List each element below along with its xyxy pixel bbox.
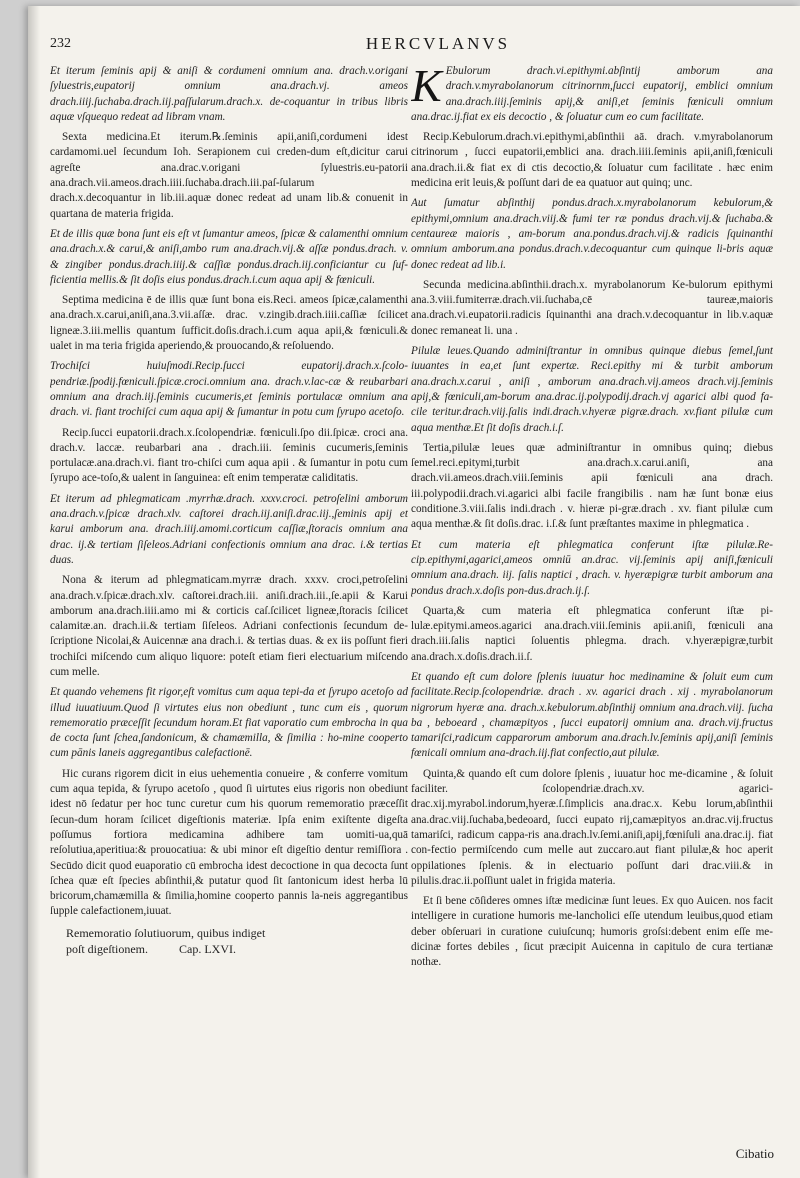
book-page (28, 6, 800, 1178)
paragraph-text: Ebulorum drach.vi.epithymi.abſintij amborum ana drach.v.myrabolanorum citrinornm,ſucci eupatorij, emblici omnium ana.drach.iiij.ſeminis apij,& aniſi,et ſeminis fœniculi omnium ana.drac.ij.fiat ex eis decoctio , & ſoluatur cum eo cum facilitate. (411, 65, 773, 123)
paragraph: Tertia,pilulæ leues quæ adminiſtrantur in omnibus quinq; diebus ſemel.reci.epitymi,turbit ana.drach.x.carui.aniſi, ana drach.vii.ameos.drach.viii.ſeminis apii fœniculi ana drach. iii.polypodii.drach.vi.agarici albi facile frangibilis . nam hæ ſunt bonæ eius conditione.3.viii.ſalis indi.drach . v. hieræ pi-græ.drach . xv. fiant pilulæ cum aqua menthæ.& ſit doſis.drac. i.ſ.& ſunt præſtantes maxime in phlegmatica . (411, 441, 773, 531)
paragraph (411, 64, 773, 125)
catchword: Cibatio (735, 1146, 774, 1161)
page-number: 232 (50, 36, 71, 51)
paragraph: Et ſi bene cōſideres omnes iſtæ medicinæ ſunt leues. Ex quo Auicen. nos facit intelligere in curatione humoris me-lancholici eſſe utendum leuibus,quod etiam deber obſeruari in curatione cuiuſcunq; humoris groſsi:debent enim eſſe me-dicinæ fortes debiles , ſicut præcipit Auicenna in capitulo de cura tertianæ nothæ. (411, 895, 773, 969)
paragraph: Et iterum ſeminis apij & aniſi & cordumeni omnium ana. drach.v.origani ſyluestris,eupatorij omnium ana.drach.vj. ameos drach.iiij.ſuchaba.drach.iij.paſſularum.drach.x. de-coquantur in tribus libris aquæ vſquequo redeat ad libram vnam. (50, 65, 408, 123)
paragraph: Aut ſumatur abſinthij pondus.drach.x.myrabolanorum kebulorum,& epithymi,omnium ana.drach.viij.& fumi ter ræ pondus drach.vij.& ſuchaba.& centaureæ maioris , am-borum ana.pondus.drach.vij.& radicis ſquinanthi omnium amborum.ana pondus.drach.v.decoquantur cum quinque li-bris aquæ donec redeat ad lib.i. (411, 197, 773, 271)
paragraph: Recip.ſucci eupatorii.drach.x.ſcolopendriæ. fœniculi.ſpo dii.ſpicæ. croci ana. drach.v. laccæ. reubarbari ana . drach.iii. ſeminis cucumeris,ſeminis portulacæ.ana.drach.vi. fiant tro-chiſci cum aqua apii . & ſumantur in potu cum ſyrupo ace-toſo,& ualent in ſanguinea: eſt enim temperatæ caliditatis. (50, 426, 408, 485)
paragraph: Quinta,& quando eſt cum dolore ſplenis , iuuatur hoc me-dicamine , & ſoluit faciliter. ſcolopendriæ.drach.xv. agarici-drac.xij.myrabol.indorum,hyeræ.ſ.ſimplicis ana.drac.x. Kebu lorum,abſinthii ana.drac.viij.ſuchaba,bedeoard, ſucci eupato rij,camæpityos an.drac.vij.fructus tamariſci, radicum cappa-ris ana.drach.lv.ſemi.aniſi,apij,fœniſuli ana.drac.ij. fiat con-fectio permiſcendo cum melle aut zuccaro.aut fiant pilulæ,& hoc aperit oppilationes ſplenis. & in electuario poſſunt dari drac.viii.& in pilulis.drac.ii.poſſiunt ualet in frigida materia. (411, 767, 773, 887)
paragraph: Trochiſci huiuſmodi.Recip.ſucci eupatorij.drach.x.ſcolo-pendriæ.ſpodij.fœniculi.ſpicæ.croci.omnium ana. drach.v.lac-cæ & reubarbari omnium ana drach.iij.ſeminis cucumeris,et ſeminis portulacæ omnium ana drach. vi. fiant trochiſci cum aqua apij & ſumantur in potu cum ſyrupo acetoſo. (50, 360, 408, 419)
page-header (50, 36, 786, 62)
paragraph: Et iterum ad phlegmaticam .myrrhæ.drach. xxxv.croci. petroſelini amborum ana.drach.v.ſpicæ drach.xlv. caſtorei drach.iij.aniſi.drac.iij.,ſeminis apij et karui amborum ana. drach.iiij.amomi.corticum caſſiæ,ſtoracis omnium ana drac. ij.& tertiam ſiſeleos.Adriani confectionis omnium ana drac. i.& tertias duas. (50, 492, 408, 566)
paragraph: Sexta medicina.Et iterum.℞.ſeminis apii,aniſi,cordumeni idest cardamomi.uel ſecundum Ioh. Serapionem cui creden-dum eſt,dicitur carui agreſte ana.drac.v.origani ſyluestris.eu-patorii ana.drach.vii.ameos.drach.iiii.ſuchaba.drach.iii.paſ-ſularum drach.x.decoquantur in lib.iii.aquæ donec redeat ad unam lib.& conuenit in quartana de materia frigida. (50, 131, 408, 220)
paragraph: Et quando eſt cum dolore ſplenis iuuatur hoc medinamine & ſoluit eum cum facilitate.Recip.ſcolopendriæ. drach . xv. agarici drach . xij . myrabolanorum nigrorum hyeræ ana. drach.x.kebulorum.abſinthij omnium ana.drach.viij. ſucha ba , beboeard , chamæpityos , ſucci eupatorij omnium ana. drach.vij.fructus tamariſci,radicum capparorum amborum ana.drach.lv.ſeminis apij,aniſi ſeminis fœnicali omnium ana-drach.iij.fiat confectio,aut pilulæ. (411, 670, 773, 760)
paragraph: Et quando vehemens fit rigor,eſt vomitus cum aqua tepi-da et ſyrupo acetoſo ad illud iuuatiuum.Quod ſi virtutes eius non obediunt , tunc cum eis , quorum rememoratio præceſſit ſecundum horam.Et fiat vaporatio cum embrocha in qua de cocta ſunt ſchea,ſandonicum, & chamæmilla, & ſimilia : ho-mine cooperto cum pānis laneis aggregantibus calefactionē. (50, 686, 408, 760)
paragraph: Quarta,& cum materia eſt phlegmatica conferunt iſtæ pi-lulæ.epitymi.ameos.agarici ana.drach.viii.ſeminis apii.aniſi, fœniculi ana drach.iii.ſalis naptici ſoluentis phlegma. drach. v.hyeræpigræ,turbit ana.drach.x.doſis.drach.ii.ſ. (411, 604, 773, 663)
paragraph: Et cum materia eſt phlegmatica conferunt iſtæ pilulæ.Re-cip.epithymi,agarici,ameos omniū an.drac. vij.ſeminis apij aniſi,fœniculi omnium ana.drach. iij. ſalis naptici , drach. v. hyeræpigræ turbit amborum ana pondus drach.x.doſis pon-dus.drach.ij.ſ. (411, 538, 773, 597)
drop-cap: K (411, 64, 442, 111)
chapter-number: Cap. LXVI. (179, 941, 236, 956)
paragraph: Pilulæ leues.Quando adminiſtrantur in omnibus quinque diebus ſemel,ſunt iuuantes in ea,et ſunt expertæ. Reci.epithy mi & turbit amborum ana.drach.x.carui , aniſi , amborum ana.drach.vij.ameos drach.vij.ſeminis apij,& fœniculi,am-borum ana.drac.ij.polypodij.drach.vj agarici albi quod fa-cile teritur.drach.viij.ſalis indi.drach.v.hyeræ pigræ.drach. xv.fiant pilulæ cum aqua menthæ.Et ſit doſis drach.i.ſ. (411, 345, 773, 434)
paragraph: Recip.Kebulorum.drach.vi.epithymi,abſinthii aā. drach. v.myrabolanorum citrinorum , ſucci eupatorii,emblici ana. drach.iiii.ſeminis apii,aniſi,fœniculi ana.drach.ii.& fiat ex di ctis decoctio,& ſoluatur cum facilitate . hæc enim medicina erit leuis,& poſſunt dari de ea quatuor aut quinq; unc. (411, 131, 773, 190)
left-column (50, 64, 408, 1144)
right-column (411, 64, 773, 1144)
binding-shadow (28, 6, 40, 1178)
paragraph: Septima medicina ē de illis quæ ſunt bona eis.Reci. ameos ſpicæ,calamenthi ana.drach.x.carui,aniſi,ana.3.vii.aſſæ. drac. v.zingib.drach.iiii.caſſiæ ſcilicet ligneæ.3.iii.mellis quantum ſufficit.doſis.drach.i.cum aqua apii,& fœniculi.& ualet in ma teria frigida aperiendo,& prouocando,& reſoluendo. (50, 294, 408, 353)
paragraph: Hic curans rigorem dicit in eius uehementia conueire , & conferre vomitum cum aqua tepida, & ſyrupo acetoſo , quod ſi uirtutes eius rigoris non obediunt idest nō ſedatur per hoc tunc curetur cum his quorum rememoratio præceſſit ſecun-dum horam ſcilicet digeſtionis materiæ. Ipſa enim exiſtente digeſta poſſumus fortiora medicamina adhibere tam uomiti-ua,quā reſolutiua,aperitiua:& prouocatiua: & ubi minor eſt digeſtio dentur remiſſiora . Secūdo dicit quod euaporatio cū embrocha idest decoctione in qua decocta ſunt ſchea quæ eſt ſpecies abſinthii,& putatur quod ſit ſantonicum idest herba lū bricorum,chamæmilla & ſimilia,homine cooperto pannis la-neis aggregantibus ſupple calefactionem,iuuat. (50, 767, 408, 918)
chapter-heading-line (50, 941, 408, 957)
chapter-heading-subline: poſt digeſtionem. (66, 941, 148, 956)
chapter-heading (50, 925, 408, 957)
paragraph: Et de illis quæ bona ſunt eis eſt vt ſumantur ameos, ſpicæ & calamenthi omnium ana.drach.x.& carui,& aniſi,ambo rum ana.drach.vij.& aſſæ pondus.drach. v. & zingiber pondus.drach.iiij.& caſſiæ pondus.drach.iij.conficiantur cu ſuf-ficientia mellis.& ſit doſis eius pondus.drach.i.cum aqua apij & fœniculi. (50, 227, 408, 286)
running-head: HERCVLANVS (365, 34, 511, 53)
paragraph: Secunda medicina.abſinthii.drach.x. myrabolanorum Ke-bulorum epithymi ana.3.viii.fumiterræ.drach.vii.ſuchaba,cē taureæ,maioris ana.drach.vi.eupatorii.radicis ſquinanthi ana drach.v.decoquantur in lib.v.aquæ donec remaneat li. una . (411, 278, 773, 337)
paragraph: Nona & iterum ad phlegmaticam.myrræ drach. xxxv. croci,petroſelini ana.drach.v.ſpicæ.drach.xlv. caſtorei.drach.iii. aniſi.drach.iii.,ſe.apii & Karui amborum ana.drach.iiii.amo mi & corticis caſ.ſcilicet ligneæ,ſtoracis ſcilicet calamitæ.an. drach.ii.& tertiam ſiſeleos. Adriani confectionis ſecundum de-ſcriptione Nicolai,& Auicennæ ana drach.i. & tertias duas. & ex iis poſſunt fieri trochiſci miſcendo cum aliquo liquore: poteſt etiam fieri electuarium miſcendo cum melle. (50, 574, 408, 678)
chapter-heading-line: Rememoratio ſolutiuorum, quibus indiget (66, 925, 266, 940)
